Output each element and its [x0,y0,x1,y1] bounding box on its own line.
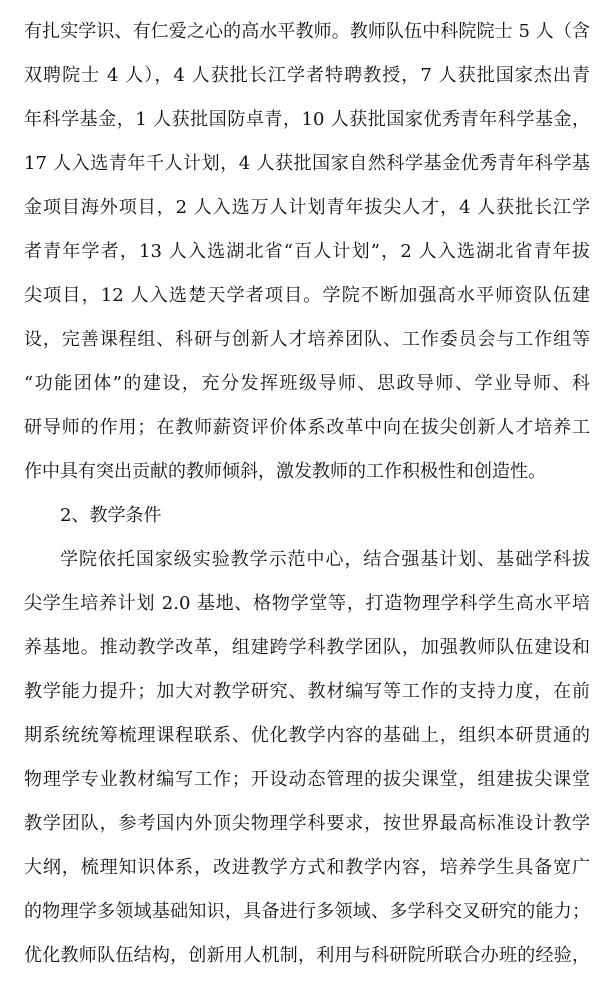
text-line: 金项目海外项目，2 人入选万人计划青年拔尖人才，4 人获批长江学 [24,197,590,218]
text-line: 17 人入选青年千人计划，4 人获批国家自然科学基金优秀青年科学基 [24,153,590,174]
text-line: 期系统统筹梳理课程联系、优化教学内容的基础上，组织本研贯通的 [24,725,590,746]
text-line: 养基地。推动教学改革，组建跨学科教学团队，加强教师队伍建设和 [24,637,590,658]
text-line: 有扎实学识、有仁爱之心的高水平教师。教师队伍中科院院士 5 人（含 [24,21,590,42]
text-line: 优化教师队伍结构，创新用人机制，利用与科研院所联合办班的经验， [24,945,590,966]
text-line: 年科学基金，1 人获批国防卓青，10 人获批国家优秀青年科学基金， [24,109,590,130]
text-line: 研导师的作用；在教师薪资评价体系改革中向在拔尖创新人才培养工 [24,417,590,438]
text-line: 教学能力提升；加大对教学研究、教材编写等工作的支持力度，在前 [24,681,590,702]
text-line: “功能团体”的建设，充分发挥班级导师、思政导师、学业导师、科 [24,373,590,394]
text-line: 物理学专业教材编写工作；开设动态管理的拔尖课堂，组建拔尖课堂 [24,769,590,790]
text-line: 设，完善课程组、科研与创新人才培养团队、工作委员会与工作组等 [24,329,590,350]
text-line: 的物理学多领域基础知识，具备进行多领域、多学科交叉研究的能力； [24,901,590,922]
text-line: 教学团队，参考国内外顶尖物理学科要求，按世界最高标准设计教学 [24,813,590,834]
text-line: 尖项目，12 人入选楚天学者项目。学院不断加强高水平师资队伍建 [24,285,590,306]
text-line: 大纲，梳理知识体系，改进教学方式和教学内容，培养学生具备宽广 [24,857,590,878]
text-line: 双聘院士 4 人），4 人获批长江学者特聘教授，7 人获批国家杰出青 [24,65,590,86]
section-heading: 2、教学条件 [60,505,162,526]
text-line: 者青年学者，13 人入选湖北省“百人计划”，2 人入选湖北省青年拔 [24,241,590,262]
text-line: 学院依托国家级实验教学示范中心，结合强基计划、基础学科拔 [60,549,590,570]
text-line: 尖学生培养计划 2.0 基地、格物学堂等，打造物理学科学生高水平培 [24,593,590,614]
text-line: 作中具有突出贡献的教师倾斜，激发教师的工作积极性和创造性。 [24,461,546,482]
